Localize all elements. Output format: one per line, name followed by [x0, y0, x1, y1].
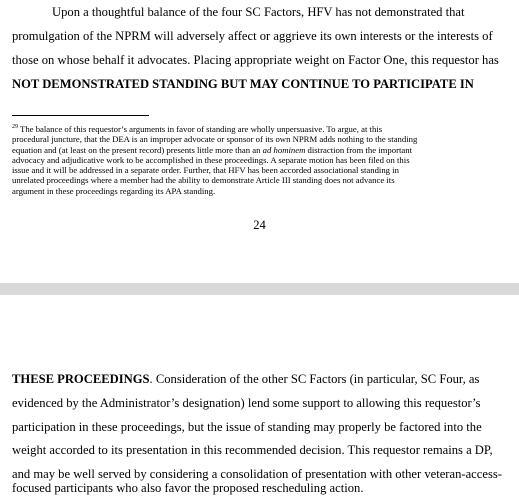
paragraph-line: NOT DEMONSTRATED STANDING BUT MAY CONTINUE TO PARTICIPATE IN: [12, 77, 474, 91]
footnote-separator: [12, 115, 149, 116]
bold-lead: THESE PROCEEDINGS: [12, 372, 150, 386]
paragraph-line: and may be well served by considering a consolidation of presentation with other veteran-access-: [12, 467, 502, 481]
footnote-line: advocacy and adjudicative work to be accomplished in these proceedings. A separate motion has been filed on this: [12, 154, 410, 165]
paragraph-line: THESE PROCEEDINGS. Consideration of the other SC Factors (in particular, SC Four, as: [12, 372, 480, 386]
italic-phrase: ad hominem: [262, 144, 306, 155]
paragraph-line: weight accorded to its presentation in this recommended decision. This requestor remains a DP,: [12, 443, 493, 457]
footnote: [12, 124, 512, 196]
footnote-line: $^{29}$ The balance of this requestor’s arguments in favor of standing are wholly unpersuasive. To argue, at this: [12, 124, 383, 134]
paragraph-line: promulgation of the NPRM will adversely affect or aggrieve its own interests or the interests of: [12, 29, 493, 43]
paragraph-line: focused participants who also favor the proposed rescheduling action.: [12, 481, 364, 495]
page-number: 24: [253, 218, 266, 232]
footnote-line: issue and it will be addressed in a separate order. Further, that HFV has been accorded associational standing in: [12, 165, 399, 176]
paragraph-line: participation in these proceedings, but the issue of standing may properly be factored into the: [12, 420, 482, 434]
footnote-line: argument in these proceedings regarding its APA standing.: [12, 185, 216, 196]
paragraph-line: evidenced by the Administrator’s designation) lend some support to allowing this requestor’s: [12, 396, 481, 410]
paragraph-line: Upon a thoughtful balance of the four SC Factors, HFV has not demonstrated that: [52, 5, 465, 19]
footnote-line: equation and (at least on the present record) presents little more than an ad hominem distraction from the important: [12, 144, 412, 155]
footnote-marker: 29: [12, 124, 18, 131]
footnote-line: unrelated proceedings where a member had the ability to demonstrate Article III standing does not advance its: [12, 175, 395, 186]
footnote-line: procedural juncture, that the DEA is an improper advocate or sponsor of its own NPRM adds nothing to the standing: [12, 134, 418, 145]
page-break: [0, 283, 519, 295]
document-page-bottom: [0, 295, 519, 497]
paragraph-line: those on whose behalf it advocates. Placing appropriate weight on Factor One, this requestor has: [12, 53, 499, 67]
